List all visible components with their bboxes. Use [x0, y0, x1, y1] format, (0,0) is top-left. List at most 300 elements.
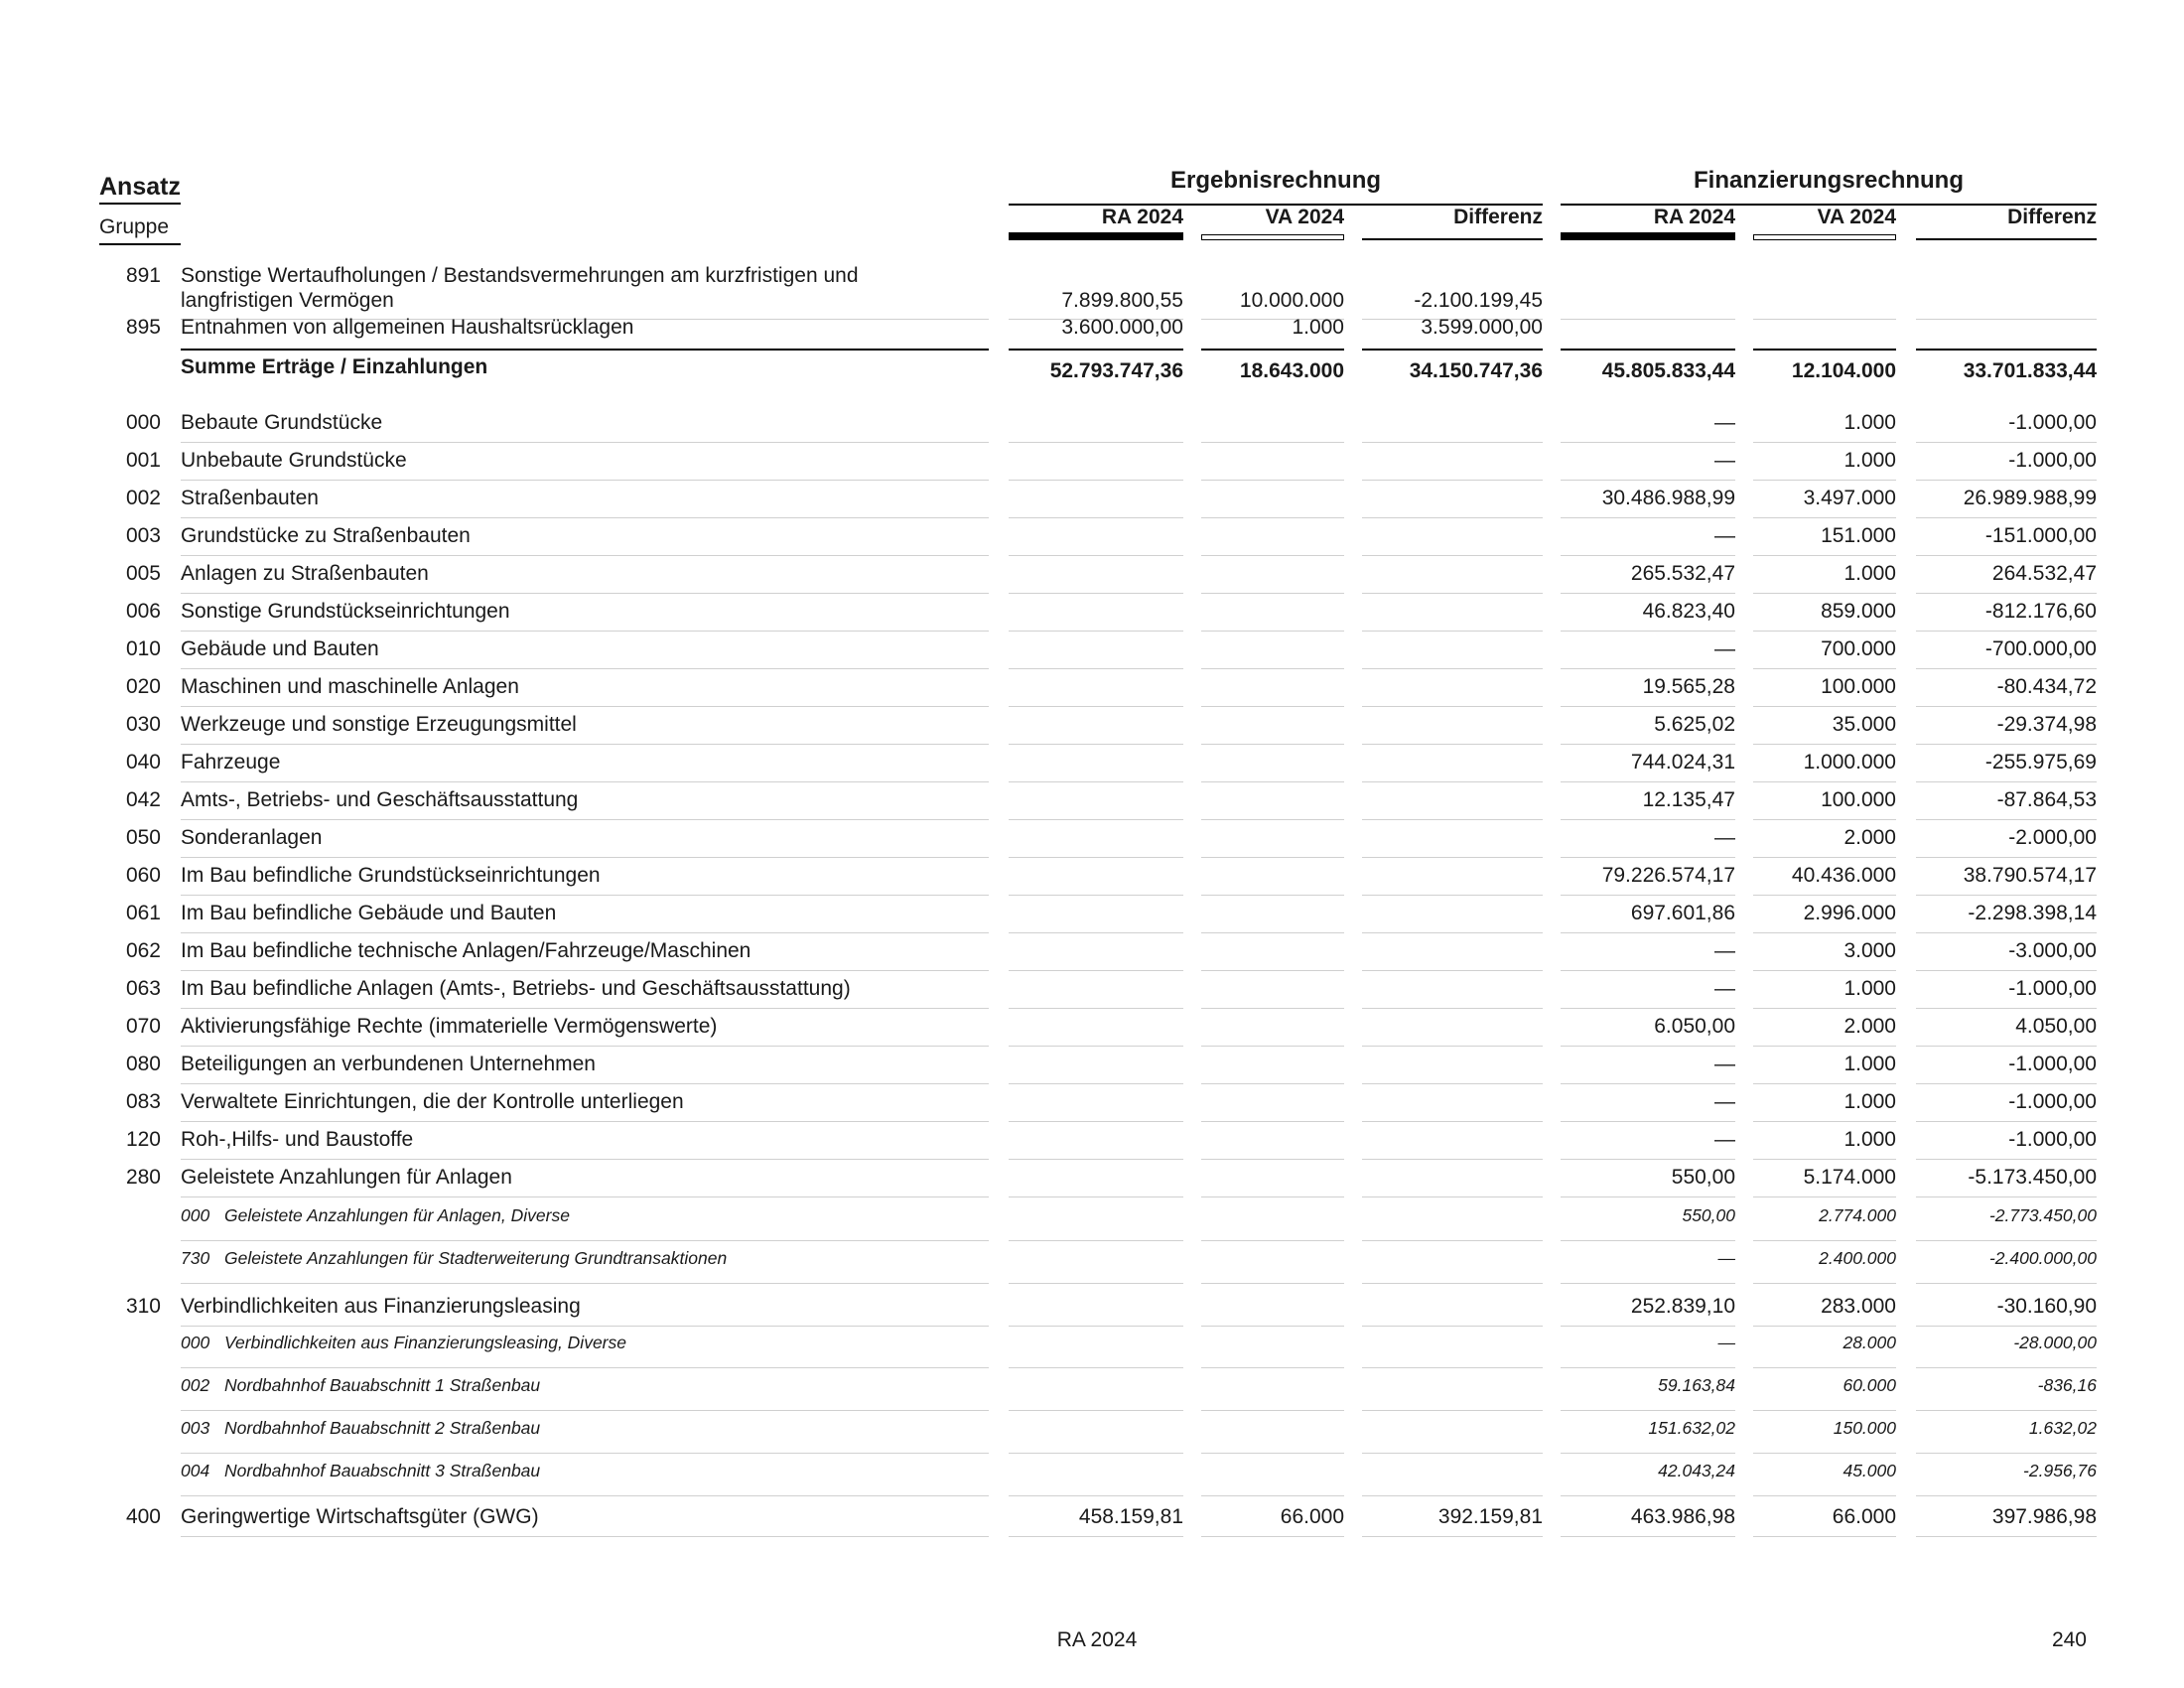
row-rule [1201, 1196, 1344, 1197]
row-rule [181, 1159, 989, 1160]
row-rule [1362, 1367, 1543, 1368]
row-rule [1362, 517, 1543, 518]
col-header-fr-va: VA 2024 [1817, 206, 1896, 228]
row-rule [1201, 349, 1344, 351]
row-code: 280 [125, 1166, 161, 1189]
row-rule [181, 1008, 989, 1009]
row-rule [1009, 349, 1183, 351]
row-code: 060 [125, 864, 161, 887]
row-label: Geringwertige Wirtschaftsgüter (GWG) [181, 1505, 539, 1528]
row-rule [1009, 1326, 1183, 1327]
cell-value-fr-va: 5.174.000 [1803, 1166, 1896, 1189]
row-code: 004 [181, 1461, 210, 1480]
row-code: 120 [125, 1128, 161, 1151]
row-code: 891 [125, 264, 161, 287]
row-label: Im Bau befindliche Anlagen (Amts-, Betriebs- und Geschäftsausstattung) [181, 977, 851, 1000]
cell-value-fr-diff: 397.986,98 [1991, 1505, 2097, 1528]
row-rule [1753, 932, 1896, 933]
cell-value-fr-ra: 265.532,47 [1630, 562, 1735, 585]
row-code: 000 [181, 1333, 210, 1352]
row-label: Verbindlichkeiten aus Finanzierungsleasing, Diverse [224, 1333, 626, 1352]
row-rule [1009, 1159, 1183, 1160]
row-rule [1561, 857, 1735, 858]
row-rule [1916, 1159, 2097, 1160]
row-code: 010 [125, 637, 161, 660]
row-rule [181, 1495, 989, 1496]
row-rule [1753, 1410, 1896, 1411]
row-rule [1009, 631, 1183, 632]
row-rule [1201, 744, 1344, 745]
row-code: 042 [125, 788, 161, 811]
row-rule [1201, 1083, 1344, 1084]
row-rule [1916, 1326, 2097, 1327]
row-rule [1916, 319, 2097, 320]
row-rule [181, 631, 989, 632]
cell-value-fr-ra: 697.601,86 [1630, 902, 1735, 924]
row-rule [1201, 1326, 1344, 1327]
cell-value-fr-ra: — [1717, 1248, 1735, 1268]
cell-value-fr-diff: -30.160,90 [1996, 1295, 2097, 1318]
row-rule [1561, 970, 1735, 971]
row-rule [1561, 593, 1735, 594]
row-rule [1916, 706, 2097, 707]
row-rule [1362, 1196, 1543, 1197]
cell-value-fr-ra: 550,00 [1682, 1205, 1735, 1225]
row-rule [181, 517, 989, 518]
cell-value-er-ra: 458.159,81 [1078, 1505, 1183, 1528]
row-rule [1009, 819, 1183, 820]
row-rule [181, 1536, 989, 1537]
row-code: 005 [125, 562, 161, 585]
cell-value-fr-diff: -700.000,00 [1984, 637, 2097, 660]
row-rule [181, 1453, 989, 1454]
row-rule [1561, 1453, 1735, 1454]
row-rule [1916, 970, 2097, 971]
row-rule [1916, 668, 2097, 669]
row-rule [1201, 1283, 1344, 1284]
row-rule [1561, 1367, 1735, 1368]
cell-value-fr-ra: — [1714, 1128, 1735, 1151]
row-rule [1753, 1240, 1896, 1241]
row-rule [1753, 1159, 1896, 1160]
row-rule [1753, 706, 1896, 707]
cell-value-fr-ra: — [1714, 977, 1735, 1000]
cell-value-fr-diff: -87.864,53 [1996, 788, 2097, 811]
cell-value-fr-va: 1.000 [1843, 562, 1896, 585]
cell-value-fr-va: 2.000 [1843, 1015, 1896, 1038]
cell-value-fr-diff: -80.434,72 [1996, 675, 2097, 698]
row-rule [181, 1283, 989, 1284]
row-rule [1916, 349, 2097, 351]
cell-value-fr-ra: — [1714, 524, 1735, 547]
row-rule [1201, 1121, 1344, 1122]
cell-value-er-va: 10.000.000 [1239, 289, 1344, 312]
row-label: Straßenbauten [181, 487, 319, 509]
cell-value-fr-ra: 744.024,31 [1630, 751, 1735, 774]
cell-value-fr-va: 45.000 [1843, 1461, 1896, 1480]
row-rule [1009, 1367, 1183, 1368]
row-rule [1561, 631, 1735, 632]
row-rule [181, 1046, 989, 1047]
page-number: 240 [2051, 1628, 2087, 1651]
cell-value-fr-ra: 463.986,98 [1630, 1505, 1735, 1528]
row-code: 000 [125, 411, 161, 434]
row-rule [1009, 1410, 1183, 1411]
row-label: Roh-,Hilfs- und Baustoffe [181, 1128, 414, 1151]
row-rule [1753, 1495, 1896, 1496]
row-rule [1201, 970, 1344, 971]
cell-value-fr-va: 2.996.000 [1803, 902, 1896, 924]
row-rule [1362, 1536, 1543, 1537]
row-rule [1009, 857, 1183, 858]
row-rule [1201, 1367, 1344, 1368]
cell-value-fr-va: 100.000 [1821, 675, 1896, 698]
cell-value-er-diff: -2.100.199,45 [1414, 289, 1543, 312]
row-code: 070 [125, 1015, 161, 1038]
cell-value-fr-ra: — [1717, 1333, 1735, 1352]
cell-value-fr-va: 2.400.000 [1819, 1248, 1896, 1268]
row-rule [1916, 555, 2097, 556]
row-label: Bebaute Grundstücke [181, 411, 383, 434]
row-rule [1201, 932, 1344, 933]
cell-value-fr-ra: 46.823,40 [1642, 600, 1735, 623]
row-rule [1916, 1495, 2097, 1496]
cell-value-fr-diff: 26.989.988,99 [1963, 487, 2097, 509]
row-rule [1009, 1240, 1183, 1241]
row-rule [1753, 1536, 1896, 1537]
row-rule [1916, 1410, 2097, 1411]
cell-value-fr-diff: 4.050,00 [2015, 1015, 2097, 1038]
row-rule [1362, 1240, 1543, 1241]
row-rule [1916, 744, 2097, 745]
row-rule [1561, 932, 1735, 933]
row-rule [1561, 1240, 1735, 1241]
row-rule [181, 781, 989, 782]
row-label: Gebäude und Bauten [181, 637, 379, 660]
row-rule [1201, 1536, 1344, 1537]
row-rule [181, 1196, 989, 1197]
row-rule [1561, 744, 1735, 745]
row-rule [1009, 1121, 1183, 1122]
row-rule [1009, 555, 1183, 556]
cell-value-fr-va: 1.000 [1843, 977, 1896, 1000]
row-label: Im Bau befindliche Gebäude und Bauten [181, 902, 557, 924]
cell-value-fr-va: 1.000 [1843, 449, 1896, 472]
col-header-er-va: VA 2024 [1265, 206, 1344, 228]
row-rule [181, 1083, 989, 1084]
row-rule [1561, 480, 1735, 481]
col-header-er-ra: RA 2024 [1101, 206, 1183, 228]
row-rule [1916, 631, 2097, 632]
row-rule [1201, 517, 1344, 518]
row-rule [1561, 1410, 1735, 1411]
row-rule [181, 1367, 989, 1368]
row-code: 080 [125, 1053, 161, 1075]
row-rule [1009, 1046, 1183, 1047]
row-rule [1201, 442, 1344, 443]
row-rule [1009, 1536, 1183, 1537]
cell-value-fr-ra: — [1714, 1053, 1735, 1075]
row-rule [1362, 668, 1543, 669]
row-rule [1362, 706, 1543, 707]
row-rule [181, 1326, 989, 1327]
row-rule [1561, 1283, 1735, 1284]
cell-value-fr-ra: — [1714, 637, 1735, 660]
row-rule [1753, 1453, 1896, 1454]
row-rule [1009, 593, 1183, 594]
row-rule [1916, 1008, 2097, 1009]
row-rule [1362, 1495, 1543, 1496]
row-rule [1916, 1121, 2097, 1122]
row-rule [181, 1240, 989, 1241]
row-code: 063 [125, 977, 161, 1000]
cell-value-fr-va: 283.000 [1821, 1295, 1896, 1318]
row-rule [1916, 1536, 2097, 1537]
cell-value-fr-diff: -1.000,00 [2008, 977, 2097, 1000]
row-rule [181, 442, 989, 443]
cell-value-fr-va: 12.104.000 [1791, 359, 1896, 382]
row-code: 730 [181, 1248, 210, 1268]
row-rule [181, 349, 989, 351]
row-rule [1009, 744, 1183, 745]
cell-value-fr-ra: 42.043,24 [1658, 1461, 1735, 1480]
row-rule [181, 932, 989, 933]
row-rule [1753, 1083, 1896, 1084]
row-rule [1561, 1121, 1735, 1122]
cell-value-fr-ra: — [1714, 411, 1735, 434]
row-rule [1561, 517, 1735, 518]
row-rule [1362, 857, 1543, 858]
row-rule [1561, 706, 1735, 707]
cell-value-fr-va: 1.000.000 [1803, 751, 1896, 774]
row-label: Sonstige Grundstückseinrichtungen [181, 600, 510, 623]
gruppe-heading: Gruppe [99, 215, 181, 245]
row-rule [1362, 1083, 1543, 1084]
row-rule [1009, 442, 1183, 443]
cell-value-fr-va: 3.497.000 [1803, 487, 1896, 509]
row-rule [1362, 1008, 1543, 1009]
row-rule [1916, 781, 2097, 782]
row-rule [181, 1410, 989, 1411]
row-rule [1201, 706, 1344, 707]
row-rule [1362, 819, 1543, 820]
row-code: 002 [181, 1375, 210, 1395]
row-rule [1201, 593, 1344, 594]
cell-value-er-ra: 52.793.747,36 [1049, 359, 1183, 382]
row-rule [1753, 593, 1896, 594]
cell-value-er-diff: 3.599.000,00 [1421, 316, 1543, 339]
row-rule [1753, 857, 1896, 858]
row-rule [1009, 895, 1183, 896]
row-rule [1916, 442, 2097, 443]
row-label: Geleistete Anzahlungen für Anlagen [181, 1166, 512, 1189]
cell-value-fr-diff: -812.176,60 [1984, 600, 2097, 623]
group-title-ergebnisrechnung: Ergebnisrechnung [1169, 167, 1382, 194]
row-rule [1561, 1046, 1735, 1047]
row-rule [1009, 1083, 1183, 1084]
row-rule [1561, 1536, 1735, 1537]
row-code: 062 [125, 939, 161, 962]
cell-value-fr-ra: 79.226.574,17 [1601, 864, 1735, 887]
row-code: 003 [125, 524, 161, 547]
row-rule [1201, 555, 1344, 556]
cell-value-fr-diff: 264.532,47 [1991, 562, 2097, 585]
row-label: Anlagen zu Straßenbauten [181, 562, 429, 585]
row-label-continuation: langfristigen Vermögen [181, 289, 394, 312]
row-rule [1362, 631, 1543, 632]
row-rule [1753, 319, 1896, 320]
cell-value-fr-va: 3.000 [1843, 939, 1896, 962]
row-rule [1753, 1283, 1896, 1284]
row-rule [1009, 706, 1183, 707]
row-rule [1561, 781, 1735, 782]
cell-value-fr-ra: 12.135,47 [1642, 788, 1735, 811]
row-label: Entnahmen von allgemeinen Haushaltsrücklagen [181, 316, 634, 339]
row-label: Verwaltete Einrichtungen, die der Kontrolle unterliegen [181, 1090, 684, 1113]
row-rule [1009, 480, 1183, 481]
row-rule [1201, 857, 1344, 858]
row-rule [1561, 819, 1735, 820]
row-rule [1201, 781, 1344, 782]
row-rule [1561, 1008, 1735, 1009]
row-label: Im Bau befindliche technische Anlagen/Fahrzeuge/Maschinen [181, 939, 751, 962]
cell-value-fr-ra: 550,00 [1671, 1166, 1735, 1189]
row-rule [1362, 744, 1543, 745]
cell-value-fr-diff: -255.975,69 [1984, 751, 2097, 774]
row-label: Nordbahnhof Bauabschnitt 3 Straßenbau [224, 1461, 541, 1480]
cell-value-fr-diff: -2.956,76 [2023, 1461, 2097, 1480]
row-label: Maschinen und maschinelle Anlagen [181, 675, 519, 698]
row-rule [1753, 480, 1896, 481]
row-rule [1362, 1159, 1543, 1160]
cell-value-fr-va: 1.000 [1843, 1053, 1896, 1075]
row-rule [181, 668, 989, 669]
row-code: 040 [125, 751, 161, 774]
row-code: 030 [125, 713, 161, 736]
row-rule [1561, 668, 1735, 669]
row-code: 020 [125, 675, 161, 698]
row-rule [1916, 1283, 2097, 1284]
footer-doc-label: RA 2024 [1056, 1628, 1138, 1651]
row-code: 061 [125, 902, 161, 924]
row-label: Geleistete Anzahlungen für Stadterweiterung Grundtransaktionen [224, 1248, 728, 1268]
row-rule [1753, 1121, 1896, 1122]
cell-value-fr-diff: -1.000,00 [2008, 1128, 2097, 1151]
cell-value-fr-va: 2.774.000 [1819, 1205, 1896, 1225]
row-label: Beteiligungen an verbundenen Unternehmen [181, 1053, 596, 1075]
row-rule [1362, 555, 1543, 556]
row-rule [1009, 1196, 1183, 1197]
row-label: Grundstücke zu Straßenbauten [181, 524, 471, 547]
cell-value-fr-diff: -5.173.450,00 [1968, 1166, 2097, 1189]
row-rule [181, 857, 989, 858]
row-rule [1201, 895, 1344, 896]
row-code: 000 [181, 1205, 210, 1225]
row-label: Sonstige Wertaufholungen / Bestandsvermehrungen am kurzfristigen und [181, 264, 859, 287]
row-rule [1362, 1410, 1543, 1411]
row-rule [1201, 1495, 1344, 1496]
row-rule [1201, 1240, 1344, 1241]
cell-value-fr-diff: -1.000,00 [2008, 449, 2097, 472]
row-rule [1009, 781, 1183, 782]
cell-value-fr-ra: — [1714, 939, 1735, 962]
cell-value-er-va: 66.000 [1280, 1505, 1344, 1528]
row-rule [1362, 895, 1543, 896]
row-rule [181, 1121, 989, 1122]
row-code: 050 [125, 826, 161, 849]
row-rule [1561, 1495, 1735, 1496]
cell-value-fr-diff: -3.000,00 [2008, 939, 2097, 962]
row-rule [181, 555, 989, 556]
row-label: Geleistete Anzahlungen für Anlagen, Diverse [224, 1205, 570, 1225]
row-rule [1753, 895, 1896, 896]
cell-value-fr-va: 40.436.000 [1791, 864, 1896, 887]
row-rule [1753, 442, 1896, 443]
cell-value-fr-va: 35.000 [1832, 713, 1896, 736]
row-rule [1009, 668, 1183, 669]
row-rule [1916, 1367, 2097, 1368]
row-rule [181, 706, 989, 707]
row-rule [1916, 932, 2097, 933]
cell-value-fr-va: 60.000 [1843, 1375, 1896, 1395]
row-label: Aktivierungsfähige Rechte (immaterielle Vermögenswerte) [181, 1015, 718, 1038]
cell-value-er-diff: 34.150.747,36 [1409, 359, 1543, 382]
row-rule [1916, 593, 2097, 594]
cell-value-fr-diff: -2.773.450,00 [1988, 1205, 2097, 1225]
row-code: 400 [125, 1505, 161, 1528]
row-rule [1362, 593, 1543, 594]
row-label: Nordbahnhof Bauabschnitt 1 Straßenbau [224, 1375, 541, 1395]
cell-value-fr-ra: 59.163,84 [1658, 1375, 1735, 1395]
row-code: 001 [125, 449, 161, 472]
row-label: Fahrzeuge [181, 751, 281, 774]
row-rule [1753, 1008, 1896, 1009]
row-label: Sonderanlagen [181, 826, 323, 849]
ansatz-heading: Ansatz [99, 173, 181, 205]
row-rule [1753, 1367, 1896, 1368]
row-rule [1753, 349, 1896, 351]
row-rule [1753, 1046, 1896, 1047]
row-code: 006 [125, 600, 161, 623]
cell-value-fr-diff: -1.000,00 [2008, 1090, 2097, 1113]
cell-value-fr-diff: 33.701.833,44 [1963, 359, 2097, 382]
row-rule [1201, 1008, 1344, 1009]
col-header-fr-diff: Differenz [2007, 206, 2097, 228]
cell-value-fr-ra: 151.632,02 [1648, 1418, 1735, 1438]
row-label: Summe Erträge / Einzahlungen [181, 355, 488, 378]
cell-value-fr-va: 66.000 [1832, 1505, 1896, 1528]
row-rule [1201, 1046, 1344, 1047]
cell-value-er-va: 1.000 [1292, 316, 1344, 339]
row-rule [1362, 480, 1543, 481]
row-rule [1561, 442, 1735, 443]
row-rule [1561, 555, 1735, 556]
row-rule [1362, 1121, 1543, 1122]
cell-value-er-ra: 7.899.800,55 [1061, 289, 1183, 312]
row-rule [181, 895, 989, 896]
row-rule [1201, 1453, 1344, 1454]
row-rule [1009, 932, 1183, 933]
row-rule [1009, 970, 1183, 971]
row-rule [1201, 1410, 1344, 1411]
row-rule [1916, 1453, 2097, 1454]
row-rule [1362, 932, 1543, 933]
row-rule [1561, 1083, 1735, 1084]
row-rule [1561, 1159, 1735, 1160]
row-rule [1009, 1453, 1183, 1454]
cell-value-fr-diff: -2.298.398,14 [1968, 902, 2097, 924]
row-rule [1561, 1326, 1735, 1327]
